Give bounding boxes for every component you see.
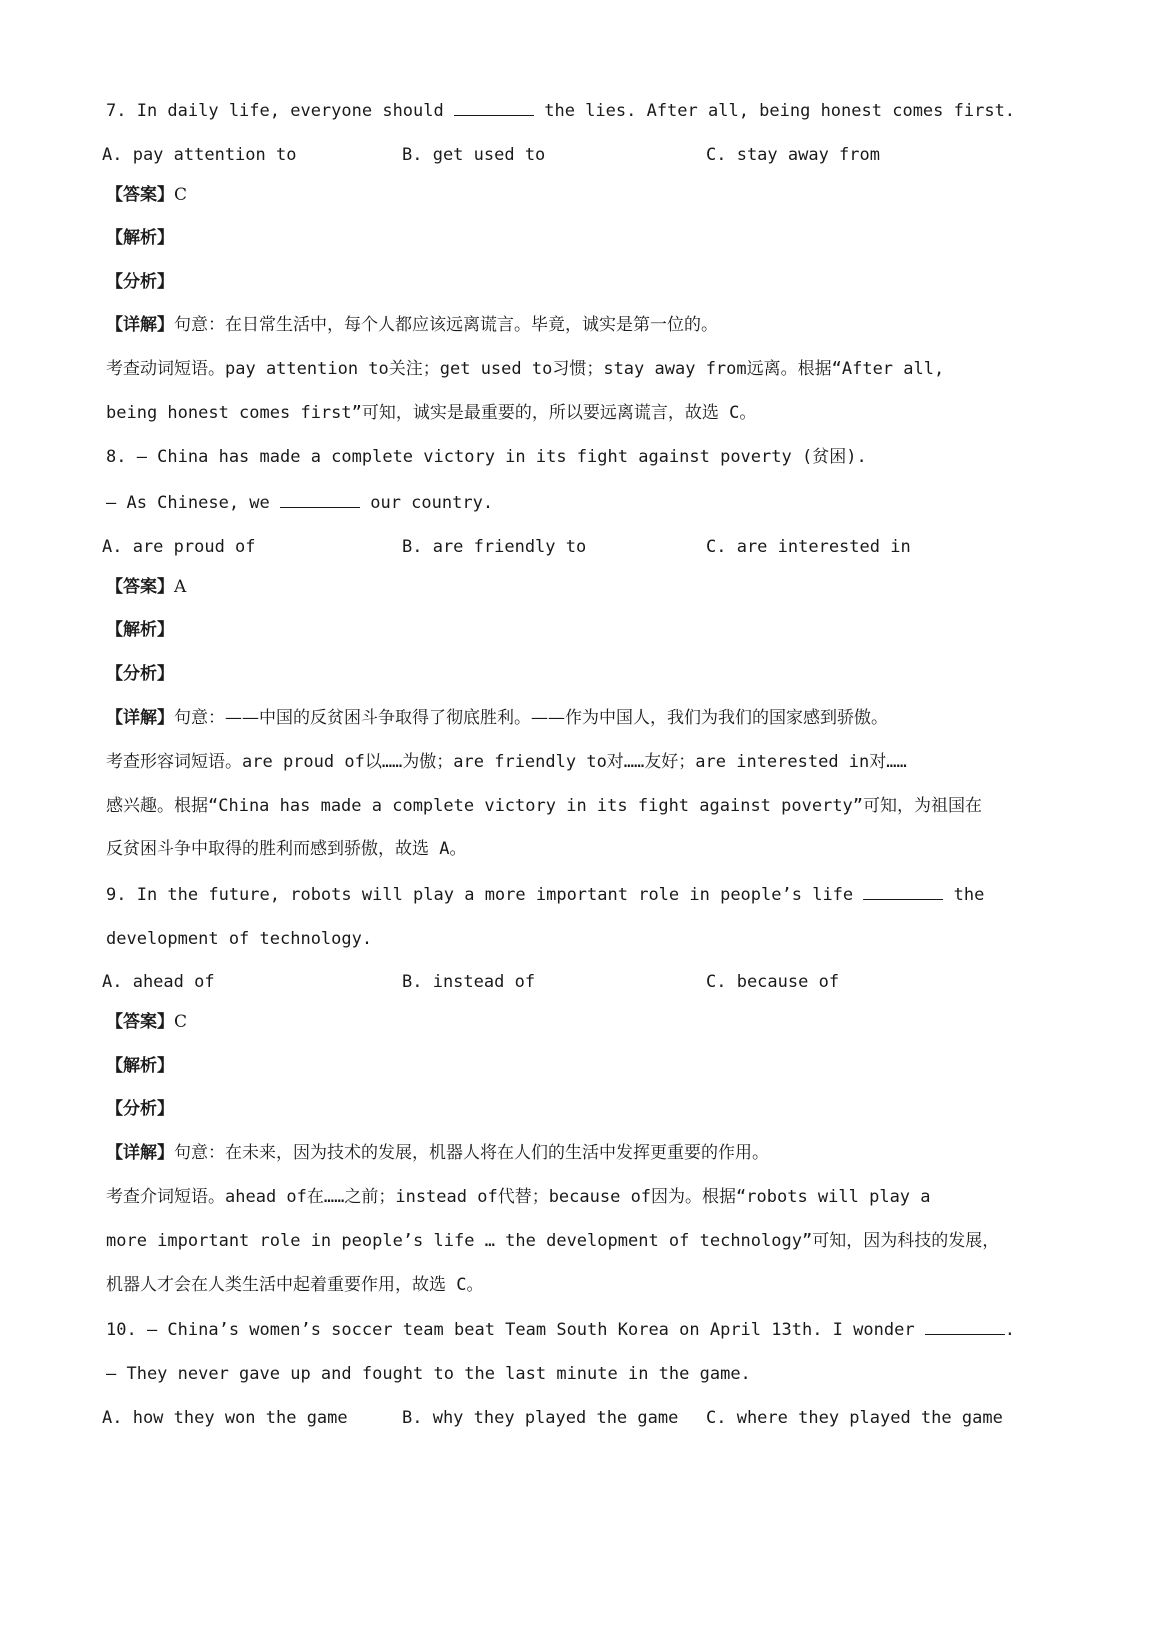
q8-option-c: C. are interested in — [706, 537, 911, 557]
q10-option-b: B. why they played the game — [402, 1408, 679, 1428]
q9-stem-line1 — [106, 883, 984, 907]
q10-stem-part2: . — [1004, 1320, 1016, 1340]
q7-fenxi-heading: 【分析】 — [106, 272, 174, 292]
q9-explain-line2: more important role in people’s life … the development of technology”可知，因为科技的发展， — [106, 1231, 1000, 1251]
q9-explain-line3: 机器人才会在人类生活中起着重要作用，故选 C。 — [106, 1275, 484, 1295]
q9-detail-text: 句意：在未来，因为技术的发展，机器人将在人们的生活中发挥更重要的作用。 — [174, 1143, 769, 1163]
q9-answer — [106, 1010, 187, 1034]
q9-explain-line1: 考查介词短语。ahead of在……之前；instead of代替；because of因为。根据“robots will play a — [106, 1187, 931, 1207]
q9-blank — [863, 884, 943, 900]
q7-answer — [106, 183, 187, 207]
q7-detail — [106, 313, 718, 337]
q8-answer-label: 【答案】 — [106, 577, 174, 597]
q9-option-a: A. ahead of — [102, 972, 215, 992]
q7-answer-label: 【答案】 — [106, 185, 174, 205]
q8-detail — [106, 706, 888, 730]
q7-explain-line1: 考查动词短语。pay attention to关注；get used to习惯；stay away from远离。根据“After all, — [106, 359, 945, 379]
q10-blank — [925, 1319, 1005, 1335]
q8-stem-part1: — As Chinese, we — [106, 493, 280, 513]
q9-detail — [106, 1141, 769, 1165]
q9-option-b: B. instead of — [402, 972, 536, 992]
q8-detail-text: 句意：——中国的反贫困斗争取得了彻底胜利。——作为中国人，我们为我们的国家感到骄傲。 — [174, 708, 888, 728]
q9-answer-label: 【答案】 — [106, 1012, 174, 1032]
q7-detail-label: 【详解】 — [106, 315, 174, 335]
q8-stem-line1: 8. — China has made a complete victory in its fight against poverty (贫困). — [106, 447, 867, 467]
q7-stem — [106, 99, 1015, 123]
q9-analysis-heading: 【解析】 — [106, 1056, 174, 1076]
q8-explain-line2: 感兴趣。根据“China has made a complete victory in its fight against poverty”可知，为祖国在 — [106, 796, 983, 816]
q7-option-a: A. pay attention to — [102, 145, 297, 165]
q8-explain-line3: 反贫困斗争中取得的胜利而感到骄傲，故选 A。 — [106, 839, 467, 859]
q9-fenxi-heading: 【分析】 — [106, 1099, 174, 1119]
q8-answer — [106, 575, 186, 599]
q7-explain-line2: being honest comes first”可知，诚实是最重要的，所以要远离谎言，故选 C。 — [106, 403, 757, 423]
q10-stem-line1 — [106, 1318, 1015, 1342]
q7-detail-text: 句意：在日常生活中，每个人都应该远离谎言。毕竟，诚实是第一位的。 — [174, 315, 718, 335]
q8-analysis-heading: 【解析】 — [106, 620, 174, 640]
q9-stem-part1: 9. In the future, robots will play a more important role in people’s life — [106, 885, 864, 905]
q7-stem-part2: the lies. After all, being honest comes first. — [534, 101, 1016, 121]
q10-option-a: A. how they won the game — [102, 1408, 348, 1428]
q8-stem-line2 — [106, 491, 493, 515]
q10-option-c: C. where they played the game — [706, 1408, 1003, 1428]
q7-analysis-heading: 【解析】 — [106, 228, 174, 248]
q9-stem-line2: development of technology. — [106, 929, 373, 949]
q9-answer-value: C — [174, 1012, 188, 1032]
q7-blank — [454, 100, 534, 116]
q10-stem-line2: — They never gave up and fought to the last minute in the game. — [106, 1364, 751, 1384]
q7-stem-part1: 7. In daily life, everyone should — [106, 101, 454, 121]
q7-answer-value: C — [174, 185, 188, 205]
q8-detail-label: 【详解】 — [106, 708, 174, 728]
q8-explain-line1: 考查形容词短语。are proud of以……为傲；are friendly to对……友好；are interested in对…… — [106, 752, 907, 772]
q8-option-b: B. are friendly to — [402, 537, 587, 557]
q8-option-a: A. are proud of — [102, 537, 256, 557]
q8-fenxi-heading: 【分析】 — [106, 664, 174, 684]
q9-detail-label: 【详解】 — [106, 1143, 174, 1163]
q8-answer-value: A — [174, 577, 187, 597]
q9-stem-part2: the — [943, 885, 985, 905]
q9-option-c: C. because of — [706, 972, 840, 992]
q10-stem-part1: 10. — China’s women’s soccer team beat Team South Korea on April 13th. I wonder — [106, 1320, 925, 1340]
q7-option-b: B. get used to — [402, 145, 546, 165]
q7-option-c: C. stay away from — [706, 145, 880, 165]
q8-stem-part2: our country. — [360, 493, 494, 513]
q8-blank — [280, 492, 360, 508]
